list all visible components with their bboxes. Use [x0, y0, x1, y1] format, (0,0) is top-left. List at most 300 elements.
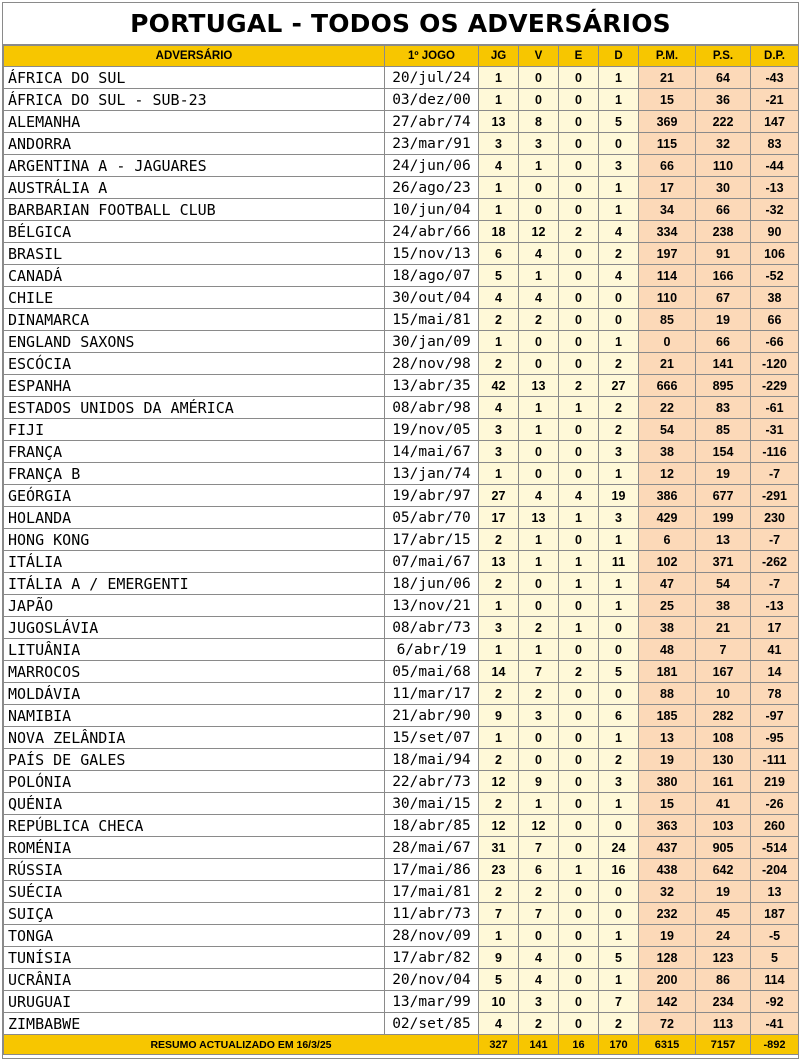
table-row — [4, 705, 799, 727]
cell-dp: -120 — [751, 353, 799, 375]
cell-adversario: UCRÂNIA — [4, 969, 385, 991]
cell-e: 0 — [559, 133, 599, 155]
cell-v: 3 — [519, 991, 559, 1013]
table-row — [4, 727, 799, 749]
header-ps: P.S. — [696, 46, 751, 67]
cell-v: 13 — [519, 375, 559, 397]
cell-adversario: ITÁLIA A / EMERGENTI — [4, 573, 385, 595]
cell-pm: 54 — [639, 419, 696, 441]
cell-jg: 3 — [479, 441, 519, 463]
cell-adversario: BRASIL — [4, 243, 385, 265]
cell-adversario: AUSTRÁLIA A — [4, 177, 385, 199]
cell-dp: -61 — [751, 397, 799, 419]
cell-ps: 113 — [696, 1013, 751, 1035]
cell-dp: 90 — [751, 221, 799, 243]
cell-jg: 2 — [479, 683, 519, 705]
cell-d: 27 — [599, 375, 639, 397]
cell-pm: 72 — [639, 1013, 696, 1035]
cell-primeiro-jogo: 11/mar/17 — [385, 683, 479, 705]
cell-dp: -52 — [751, 265, 799, 287]
cell-d: 1 — [599, 177, 639, 199]
cell-jg: 12 — [479, 771, 519, 793]
cell-d: 1 — [599, 595, 639, 617]
cell-e: 0 — [559, 243, 599, 265]
cell-primeiro-jogo: 28/nov/98 — [385, 353, 479, 375]
cell-pm: 437 — [639, 837, 696, 859]
cell-e: 1 — [559, 859, 599, 881]
cell-jg: 1 — [479, 89, 519, 111]
cell-dp: -262 — [751, 551, 799, 573]
cell-pm: 48 — [639, 639, 696, 661]
cell-jg: 9 — [479, 947, 519, 969]
cell-ps: 30 — [696, 177, 751, 199]
cell-d: 3 — [599, 441, 639, 463]
cell-adversario: GEÓRGIA — [4, 485, 385, 507]
table-row — [4, 309, 799, 331]
cell-adversario: SUIÇA — [4, 903, 385, 925]
cell-ps: 238 — [696, 221, 751, 243]
cell-primeiro-jogo: 18/jun/06 — [385, 573, 479, 595]
cell-d: 5 — [599, 111, 639, 133]
cell-primeiro-jogo: 13/abr/35 — [385, 375, 479, 397]
cell-primeiro-jogo: 17/mai/81 — [385, 881, 479, 903]
cell-e: 0 — [559, 991, 599, 1013]
cell-dp: -7 — [751, 573, 799, 595]
header-dp: D.P. — [751, 46, 799, 67]
cell-e: 0 — [559, 925, 599, 947]
cell-e: 0 — [559, 419, 599, 441]
cell-adversario: POLÓNIA — [4, 771, 385, 793]
cell-v: 0 — [519, 925, 559, 947]
cell-dp: 14 — [751, 661, 799, 683]
cell-adversario: ZIMBABWE — [4, 1013, 385, 1035]
cell-primeiro-jogo: 08/abr/98 — [385, 397, 479, 419]
cell-v: 0 — [519, 463, 559, 485]
cell-ps: 103 — [696, 815, 751, 837]
total-jg: 327 — [479, 1035, 519, 1055]
cell-pm: 17 — [639, 177, 696, 199]
cell-e: 0 — [559, 463, 599, 485]
cell-v: 0 — [519, 89, 559, 111]
cell-d: 2 — [599, 419, 639, 441]
cell-adversario: JUGOSLÁVIA — [4, 617, 385, 639]
cell-d: 1 — [599, 89, 639, 111]
cell-v: 1 — [519, 793, 559, 815]
cell-v: 8 — [519, 111, 559, 133]
cell-pm: 13 — [639, 727, 696, 749]
cell-dp: -229 — [751, 375, 799, 397]
cell-pm: 66 — [639, 155, 696, 177]
cell-adversario: PAÍS DE GALES — [4, 749, 385, 771]
cell-pm: 0 — [639, 331, 696, 353]
cell-dp: 230 — [751, 507, 799, 529]
cell-dp: 38 — [751, 287, 799, 309]
cell-jg: 2 — [479, 353, 519, 375]
opponents-table — [3, 45, 799, 1055]
cell-jg: 5 — [479, 969, 519, 991]
cell-v: 4 — [519, 485, 559, 507]
cell-adversario: ENGLAND SAXONS — [4, 331, 385, 353]
header-e: E — [559, 46, 599, 67]
cell-ps: 905 — [696, 837, 751, 859]
cell-primeiro-jogo: 13/mar/99 — [385, 991, 479, 1013]
cell-ps: 108 — [696, 727, 751, 749]
cell-primeiro-jogo: 17/abr/82 — [385, 947, 479, 969]
cell-dp: -116 — [751, 441, 799, 463]
cell-primeiro-jogo: 28/nov/09 — [385, 925, 479, 947]
table-row — [4, 199, 799, 221]
cell-v: 0 — [519, 353, 559, 375]
cell-primeiro-jogo: 13/jan/74 — [385, 463, 479, 485]
cell-e: 0 — [559, 705, 599, 727]
cell-e: 0 — [559, 727, 599, 749]
table-row — [4, 331, 799, 353]
cell-adversario: ARGENTINA A - JAGUARES — [4, 155, 385, 177]
cell-pm: 666 — [639, 375, 696, 397]
cell-adversario: ITÁLIA — [4, 551, 385, 573]
table-row — [4, 551, 799, 573]
cell-primeiro-jogo: 28/mai/67 — [385, 837, 479, 859]
cell-e: 0 — [559, 529, 599, 551]
cell-v: 3 — [519, 705, 559, 727]
summary-label: RESUMO ACTUALIZADO EM 16/3/25 — [4, 1035, 479, 1055]
cell-dp: -43 — [751, 67, 799, 89]
cell-jg: 1 — [479, 639, 519, 661]
cell-adversario: ESCÓCIA — [4, 353, 385, 375]
cell-e: 0 — [559, 837, 599, 859]
cell-jg: 18 — [479, 221, 519, 243]
table-row — [4, 639, 799, 661]
cell-pm: 380 — [639, 771, 696, 793]
cell-adversario: MARROCOS — [4, 661, 385, 683]
cell-e: 0 — [559, 815, 599, 837]
cell-jg: 3 — [479, 617, 519, 639]
cell-adversario: SUÉCIA — [4, 881, 385, 903]
cell-d: 1 — [599, 331, 639, 353]
table-row — [4, 925, 799, 947]
cell-dp: -97 — [751, 705, 799, 727]
cell-d: 1 — [599, 67, 639, 89]
cell-dp: -31 — [751, 419, 799, 441]
cell-pm: 22 — [639, 397, 696, 419]
cell-d: 2 — [599, 1013, 639, 1035]
cell-pm: 115 — [639, 133, 696, 155]
cell-primeiro-jogo: 26/ago/23 — [385, 177, 479, 199]
table-row — [4, 573, 799, 595]
table-row — [4, 419, 799, 441]
cell-pm: 15 — [639, 793, 696, 815]
cell-pm: 19 — [639, 749, 696, 771]
cell-primeiro-jogo: 21/abr/90 — [385, 705, 479, 727]
cell-pm: 6 — [639, 529, 696, 551]
cell-jg: 2 — [479, 793, 519, 815]
cell-ps: 167 — [696, 661, 751, 683]
cell-dp: 66 — [751, 309, 799, 331]
cell-v: 7 — [519, 661, 559, 683]
cell-v: 9 — [519, 771, 559, 793]
total-pm: 6315 — [639, 1035, 696, 1055]
cell-d: 0 — [599, 815, 639, 837]
header-pm: P.M. — [639, 46, 696, 67]
cell-adversario: ANDORRA — [4, 133, 385, 155]
cell-pm: 25 — [639, 595, 696, 617]
cell-pm: 185 — [639, 705, 696, 727]
cell-d: 24 — [599, 837, 639, 859]
cell-primeiro-jogo: 02/set/85 — [385, 1013, 479, 1035]
cell-jg: 2 — [479, 573, 519, 595]
cell-d: 4 — [599, 265, 639, 287]
table-row — [4, 617, 799, 639]
cell-d: 1 — [599, 573, 639, 595]
cell-v: 2 — [519, 1013, 559, 1035]
cell-jg: 1 — [479, 727, 519, 749]
cell-adversario: CHILE — [4, 287, 385, 309]
cell-d: 0 — [599, 617, 639, 639]
table-row — [4, 991, 799, 1013]
cell-e: 0 — [559, 639, 599, 661]
cell-e: 0 — [559, 441, 599, 463]
cell-jg: 3 — [479, 133, 519, 155]
cell-jg: 1 — [479, 177, 519, 199]
cell-primeiro-jogo: 03/dez/00 — [385, 89, 479, 111]
table-row — [4, 397, 799, 419]
table-row — [4, 881, 799, 903]
cell-v: 4 — [519, 243, 559, 265]
cell-e: 1 — [559, 397, 599, 419]
cell-pm: 438 — [639, 859, 696, 881]
cell-pm: 363 — [639, 815, 696, 837]
cell-dp: 106 — [751, 243, 799, 265]
cell-d: 5 — [599, 661, 639, 683]
cell-adversario: NOVA ZELÂNDIA — [4, 727, 385, 749]
header-row — [4, 46, 799, 67]
cell-dp: -5 — [751, 925, 799, 947]
cell-ps: 199 — [696, 507, 751, 529]
cell-dp: 13 — [751, 881, 799, 903]
cell-adversario: RÚSSIA — [4, 859, 385, 881]
header-primeiro-jogo: 1º JOGO — [385, 46, 479, 67]
cell-dp: -514 — [751, 837, 799, 859]
cell-v: 1 — [519, 419, 559, 441]
cell-ps: 642 — [696, 859, 751, 881]
cell-pm: 38 — [639, 441, 696, 463]
cell-jg: 1 — [479, 199, 519, 221]
cell-jg: 23 — [479, 859, 519, 881]
cell-ps: 85 — [696, 419, 751, 441]
spreadsheet — [2, 2, 799, 1059]
cell-e: 0 — [559, 683, 599, 705]
cell-jg: 2 — [479, 749, 519, 771]
cell-d: 0 — [599, 309, 639, 331]
cell-jg: 1 — [479, 595, 519, 617]
cell-e: 0 — [559, 155, 599, 177]
cell-primeiro-jogo: 05/mai/68 — [385, 661, 479, 683]
cell-ps: 19 — [696, 309, 751, 331]
cell-d: 1 — [599, 793, 639, 815]
cell-e: 0 — [559, 265, 599, 287]
header-adversario: ADVERSÁRIO — [4, 46, 385, 67]
cell-primeiro-jogo: 15/set/07 — [385, 727, 479, 749]
cell-e: 0 — [559, 903, 599, 925]
cell-adversario: ÁFRICA DO SUL — [4, 67, 385, 89]
cell-adversario: QUÉNIA — [4, 793, 385, 815]
cell-dp: -92 — [751, 991, 799, 1013]
total-dp: -892 — [751, 1035, 799, 1055]
cell-primeiro-jogo: 30/jan/09 — [385, 331, 479, 353]
cell-v: 0 — [519, 749, 559, 771]
cell-jg: 1 — [479, 463, 519, 485]
cell-ps: 36 — [696, 89, 751, 111]
cell-ps: 10 — [696, 683, 751, 705]
cell-primeiro-jogo: 19/nov/05 — [385, 419, 479, 441]
cell-ps: 677 — [696, 485, 751, 507]
table-row — [4, 815, 799, 837]
cell-v: 4 — [519, 287, 559, 309]
cell-jg: 4 — [479, 287, 519, 309]
cell-jg: 2 — [479, 881, 519, 903]
cell-adversario: ÁFRICA DO SUL - SUB-23 — [4, 89, 385, 111]
cell-d: 1 — [599, 463, 639, 485]
cell-adversario: HOLANDA — [4, 507, 385, 529]
cell-v: 1 — [519, 397, 559, 419]
cell-dp: 17 — [751, 617, 799, 639]
cell-ps: 282 — [696, 705, 751, 727]
cell-e: 0 — [559, 287, 599, 309]
cell-ps: 123 — [696, 947, 751, 969]
cell-primeiro-jogo: 11/abr/73 — [385, 903, 479, 925]
cell-pm: 102 — [639, 551, 696, 573]
cell-primeiro-jogo: 17/abr/15 — [385, 529, 479, 551]
cell-dp: 187 — [751, 903, 799, 925]
table-row — [4, 375, 799, 397]
cell-d: 0 — [599, 881, 639, 903]
cell-v: 4 — [519, 969, 559, 991]
cell-ps: 19 — [696, 881, 751, 903]
table-row — [4, 177, 799, 199]
cell-e: 0 — [559, 793, 599, 815]
cell-pm: 114 — [639, 265, 696, 287]
cell-pm: 21 — [639, 353, 696, 375]
cell-primeiro-jogo: 10/jun/04 — [385, 199, 479, 221]
total-d: 170 — [599, 1035, 639, 1055]
table-row — [4, 287, 799, 309]
table-row — [4, 837, 799, 859]
table-row — [4, 89, 799, 111]
cell-e: 2 — [559, 375, 599, 397]
cell-dp: 83 — [751, 133, 799, 155]
cell-v: 1 — [519, 551, 559, 573]
cell-dp: -7 — [751, 529, 799, 551]
cell-primeiro-jogo: 24/jun/06 — [385, 155, 479, 177]
cell-jg: 1 — [479, 925, 519, 947]
table-row — [4, 243, 799, 265]
cell-ps: 45 — [696, 903, 751, 925]
cell-adversario: ESPANHA — [4, 375, 385, 397]
cell-dp: -44 — [751, 155, 799, 177]
table-row — [4, 221, 799, 243]
cell-ps: 54 — [696, 573, 751, 595]
cell-v: 0 — [519, 441, 559, 463]
cell-e: 0 — [559, 177, 599, 199]
cell-jg: 14 — [479, 661, 519, 683]
cell-primeiro-jogo: 30/out/04 — [385, 287, 479, 309]
cell-e: 0 — [559, 331, 599, 353]
cell-adversario: HONG KONG — [4, 529, 385, 551]
cell-pm: 232 — [639, 903, 696, 925]
cell-dp: -13 — [751, 177, 799, 199]
cell-ps: 895 — [696, 375, 751, 397]
cell-e: 0 — [559, 111, 599, 133]
total-ps: 7157 — [696, 1035, 751, 1055]
cell-primeiro-jogo: 30/mai/15 — [385, 793, 479, 815]
cell-pm: 334 — [639, 221, 696, 243]
cell-dp: 114 — [751, 969, 799, 991]
cell-jg: 2 — [479, 309, 519, 331]
cell-dp: -26 — [751, 793, 799, 815]
cell-d: 0 — [599, 639, 639, 661]
cell-adversario: TONGA — [4, 925, 385, 947]
table-row — [4, 353, 799, 375]
cell-dp: -111 — [751, 749, 799, 771]
cell-ps: 7 — [696, 639, 751, 661]
cell-e: 0 — [559, 89, 599, 111]
cell-primeiro-jogo: 20/jul/24 — [385, 67, 479, 89]
cell-jg: 13 — [479, 111, 519, 133]
cell-pm: 128 — [639, 947, 696, 969]
cell-dp: -32 — [751, 199, 799, 221]
cell-dp: -204 — [751, 859, 799, 881]
cell-ps: 161 — [696, 771, 751, 793]
cell-primeiro-jogo: 27/abr/74 — [385, 111, 479, 133]
table-row — [4, 265, 799, 287]
cell-adversario: NAMIBIA — [4, 705, 385, 727]
cell-v: 2 — [519, 617, 559, 639]
cell-jg: 7 — [479, 903, 519, 925]
cell-adversario: URUGUAI — [4, 991, 385, 1013]
cell-ps: 66 — [696, 199, 751, 221]
cell-v: 1 — [519, 639, 559, 661]
cell-e: 1 — [559, 617, 599, 639]
cell-adversario: MOLDÁVIA — [4, 683, 385, 705]
cell-d: 2 — [599, 749, 639, 771]
cell-d: 0 — [599, 133, 639, 155]
cell-d: 1 — [599, 199, 639, 221]
cell-e: 1 — [559, 507, 599, 529]
cell-d: 0 — [599, 287, 639, 309]
cell-v: 0 — [519, 199, 559, 221]
cell-primeiro-jogo: 22/abr/73 — [385, 771, 479, 793]
cell-pm: 21 — [639, 67, 696, 89]
cell-primeiro-jogo: 19/abr/97 — [385, 485, 479, 507]
cell-pm: 32 — [639, 881, 696, 903]
cell-dp: -66 — [751, 331, 799, 353]
cell-e: 0 — [559, 749, 599, 771]
cell-e: 1 — [559, 551, 599, 573]
cell-pm: 47 — [639, 573, 696, 595]
cell-v: 2 — [519, 881, 559, 903]
cell-jg: 4 — [479, 155, 519, 177]
cell-v: 0 — [519, 67, 559, 89]
table-row — [4, 969, 799, 991]
cell-primeiro-jogo: 05/abr/70 — [385, 507, 479, 529]
cell-jg: 5 — [479, 265, 519, 287]
cell-d: 2 — [599, 243, 639, 265]
cell-ps: 83 — [696, 397, 751, 419]
cell-dp: 260 — [751, 815, 799, 837]
cell-v: 1 — [519, 155, 559, 177]
cell-d: 19 — [599, 485, 639, 507]
header-v: V — [519, 46, 559, 67]
